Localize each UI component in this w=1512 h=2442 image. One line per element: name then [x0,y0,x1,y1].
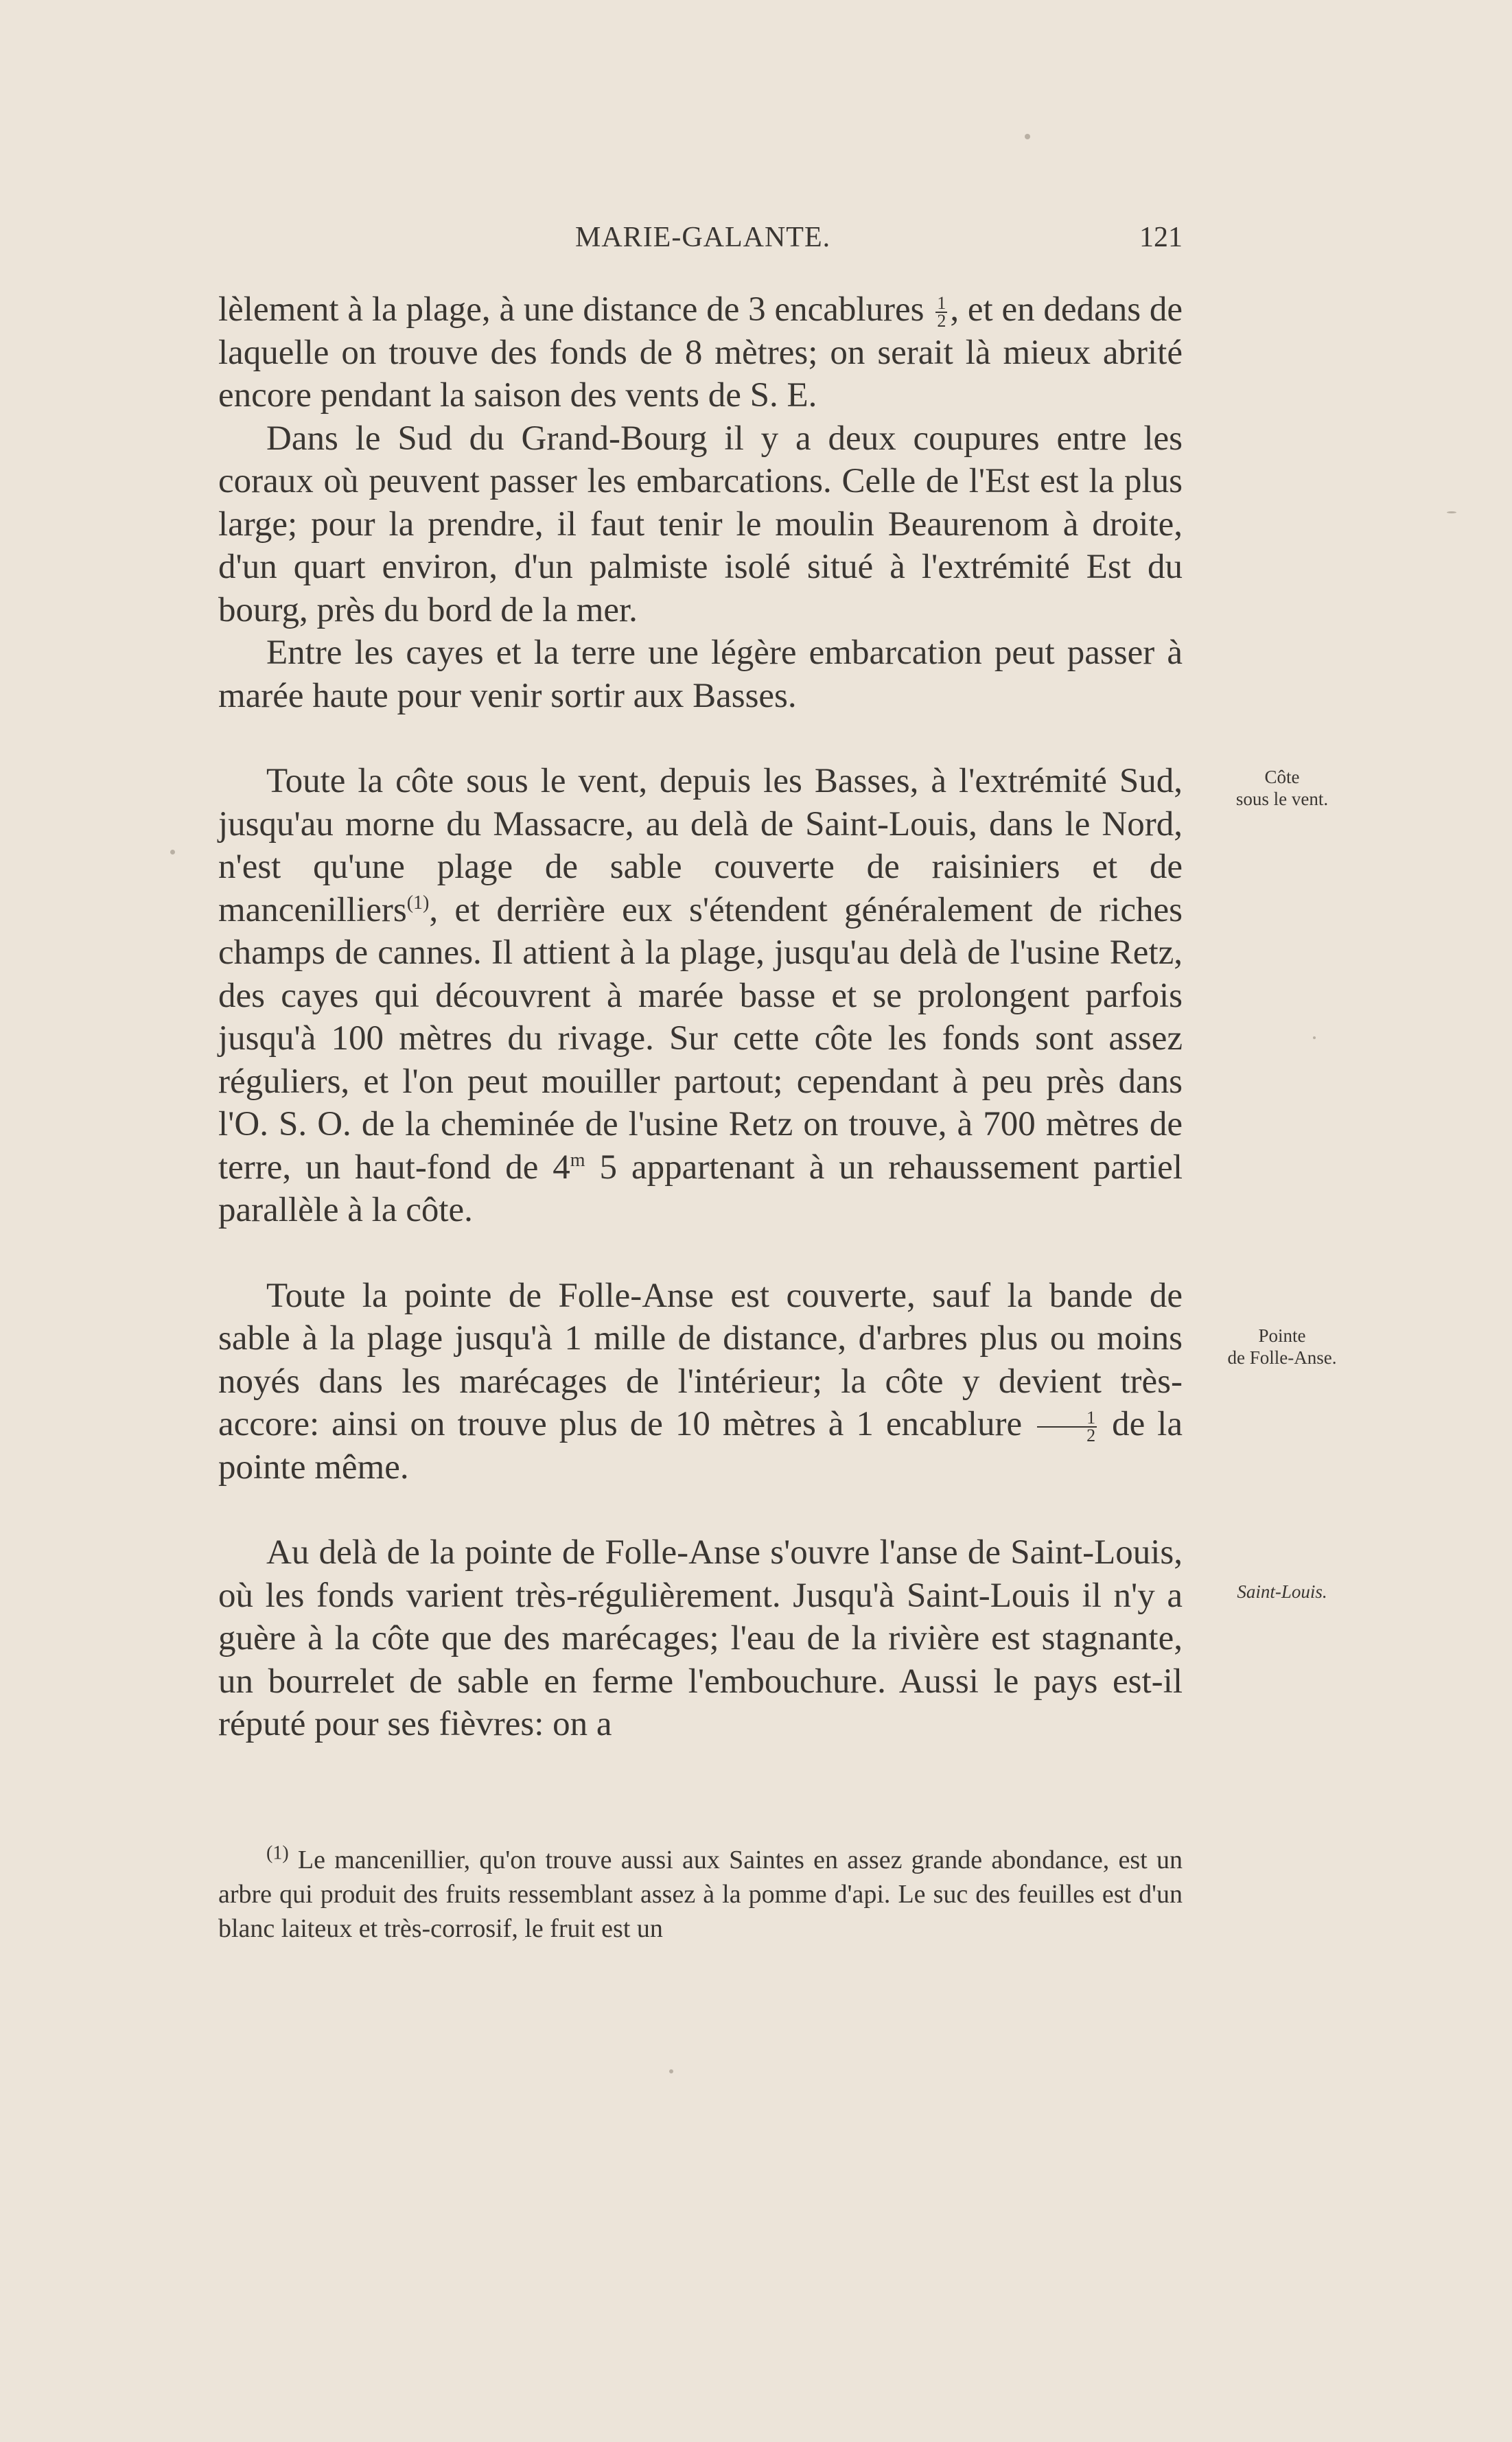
fraction [1037,1410,1097,1444]
page-header [218,221,1183,262]
paragraph-p5 [218,1275,1183,1489]
text-run: 5 appartenant à un rehaussement partiel parallèle à la côte. [218,1148,1183,1229]
margin-note-cote [1207,766,1358,810]
paragraph-gap [218,717,1183,760]
text-run: lèlement à la plage, à une distance de 3 encablures [218,290,933,329]
paragraph-p3 [218,631,1183,717]
fraction-numerator: 1 [937,293,946,314]
paper-speck [1447,511,1456,513]
running-head: MARIE-GALANTE. [575,222,831,253]
margin-note-saint-louis [1207,1581,1358,1603]
margin-note-line: Côte [1264,767,1300,787]
paper-speck [1313,1036,1316,1039]
margin-note-pointe [1207,1325,1358,1369]
paragraph-p4 [218,760,1183,1232]
superscript: (1) [406,892,430,914]
fraction-numerator: 1 [1037,1410,1097,1428]
paragraph-gap [218,1232,1183,1275]
margin-note-line: de Folle-Anse. [1227,1347,1337,1368]
footnotes [218,1843,1183,1946]
margin-note-line: sous le vent. [1235,789,1329,809]
text-run: Dans le Sud du Grand-Bourg il y a deux coupures entre les coraux où peuvent passer les embarcations. Celle de l'Est est la plus large; pour la prendre, il faut tenir le moulin Beaurenom à droite, d'un quart environ, d'un palmiste isolé situé à l'extrémité Est du bourg, près du bord de la mer. [218,419,1183,629]
paragraph-p1 [218,288,1183,417]
paper-speck [170,850,175,854]
margin-note-line: Pointe [1258,1325,1306,1346]
text-run: Toute la pointe de Folle-Anse est couverte, sauf la bande de sable à la plage jusqu'à 1 mille de distance, d'arbres plus ou moins noyés dans les marécages de l'intérieur; la côte y devient très-accore: ainsi on trouve plus de 10 mètres à 1 encablure [218,1276,1183,1443]
text-run: , et en dedans de laquelle on trouve des fonds de 8 mètres; on serait là mieux abrité encore pendant la saison des vents de S. E. [218,290,1183,415]
fraction [935,293,947,332]
text-run: Entre les cayes et la terre une légère embarcation peut passer à marée haute pour venir sortir aux Basses. [218,633,1183,715]
paper-speck [1025,134,1030,139]
superscript: (1) [266,1842,289,1864]
body-text [218,288,1183,1746]
superscript: m [570,1149,585,1171]
text-run: , et derrière eux s'étendent généralement de riches champs de cannes. Il attient à la plage, jusqu'au delà de l'usine Retz, des cayes qui découvrent à marée basse et se prolongent parfois jusqu'à 100 mètres du rivage. Sur cette côte les fonds sont assez réguliers, et l'on peut mouiller partout; cependant à peu près dans l'O. S. O. de la cheminée de l'usine Retz on trouve, à 700 mètres de terre, un haut-fond de 4 [218,890,1183,1187]
margin-note-line: Saint-Louis. [1237,1581,1327,1602]
fraction-denominator: 2 [1086,1426,1096,1446]
text-run: Le mancenillier, qu'on trouve aussi aux Saintes en assez grande abondance, est un arbre qui produit des fruits ressemblant assez à la pomme d'api. Le suc des feuilles est d'un blanc laiteux et très-corrosif, le fruit est un [218,1846,1183,1943]
page-number: 121 [1139,222,1183,253]
paragraph-p6 [218,1531,1183,1746]
footnote-fn1 [218,1843,1183,1946]
paper-speck [669,2069,673,2073]
text-run: Toute la côte sous le vent, depuis les Basses, à l'extrémité Sud, jusqu'au morne du Massacre, au delà de Saint-Louis, dans le Nord, n'est qu'une plage de sable couverte de raisiniers et de mancenilliers [218,762,1183,929]
text-run: de la pointe même. [218,1405,1183,1487]
fraction-denominator: 2 [937,311,946,332]
paragraph-gap [218,1489,1183,1531]
text-run: Au delà de la pointe de Folle-Anse s'ouvre l'anse de Saint-Louis, où les fonds varient très-régulièrement. Jusqu'à Saint-Louis il n'y a guère à la côte que des marécages; l'eau de la rivière est stagnante, un bourrelet de sable en ferme l'embouchure. Aussi le pays est-il réputé pour ses fièvres: on a [218,1533,1183,1743]
paragraph-p2 [218,417,1183,632]
